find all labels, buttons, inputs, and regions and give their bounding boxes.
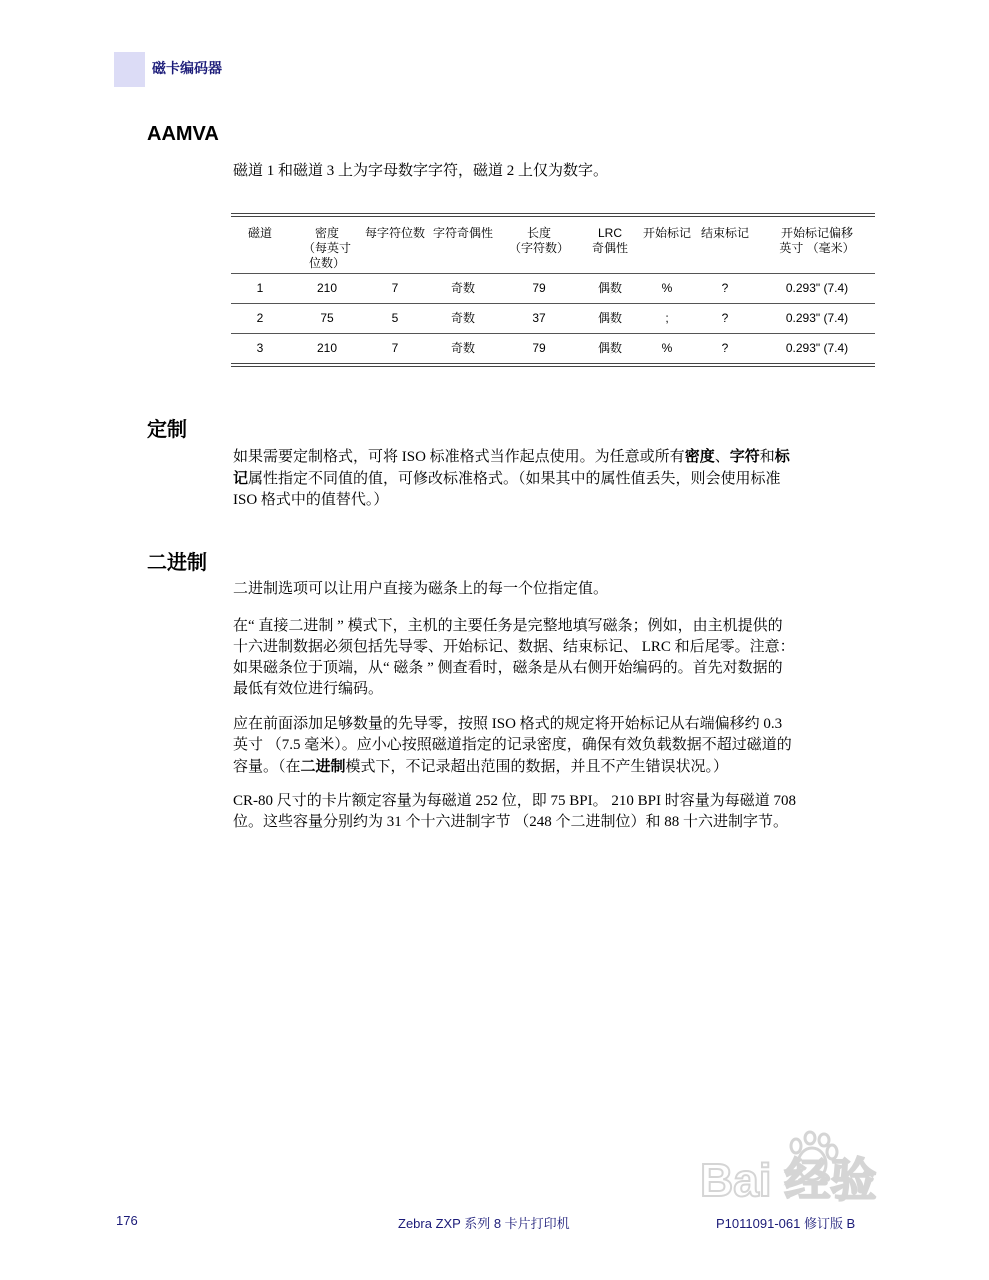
table-cell: 210: [316, 281, 338, 295]
table-cell: ?: [721, 341, 729, 355]
table-cell: 0.293" (7.4): [785, 281, 849, 295]
table-cell: 偶数: [597, 341, 622, 355]
footer-product-name: Zebra ZXP 系列 8 卡片打印机: [398, 1216, 570, 1231]
chapter-title: 磁卡编码器: [152, 60, 222, 76]
header-cell: 磁道: [247, 226, 272, 240]
binary-paragraph-3: 应在前面添加足够数量的先导零，按照 ISO 格式的规定将开始标记从右端偏移约 0.3 英寸 （7.5 毫米）。应小心按照磁道指定的记录密度，确保有效负载数据不超过磁道的 容量。（在二进制模式下，不记录超出范围的数据，并且不产生错误状况。）: [233, 716, 792, 775]
header-cell: 长度 （字符数）: [508, 226, 569, 255]
table-cell: 5: [391, 311, 399, 325]
table-row: [231, 274, 875, 304]
header-cell: 每字符位数: [365, 226, 426, 240]
track-table: [231, 213, 875, 367]
table-cell: %: [661, 281, 673, 295]
table-cell: 偶数: [597, 311, 622, 325]
header-cell: 开始标记: [643, 226, 692, 240]
table-cell: ?: [721, 281, 729, 295]
binary-paragraph-2: 在“ 直接二进制 ” 模式下，主机的主要任务是完整地填写磁条；例如，由主机提供的 十六进制数据必须包括先导零、开始标记、数据、结束标记、 LRC 和后尾零。注意： 如果磁条位于顶端，从“ 磁条 ” 侧查看时，磁条是从右侧开始编码的。首先对数据的 最低有效位进行编码。: [233, 618, 795, 697]
section-heading-aamva: AAMVA: [147, 123, 219, 145]
header-cell: 字符奇偶性: [432, 226, 493, 240]
table-cell: 79: [532, 281, 546, 295]
table-cell: 0.293" (7.4): [785, 311, 849, 325]
binary-paragraph-1: 二进制选项可以让用户直接为磁条上的每一个位指定值。: [233, 581, 609, 597]
table-cell: 0.293" (7.4): [785, 341, 849, 355]
table-cell: 79: [532, 341, 546, 355]
custom-paragraph: 如果需要定制格式，可将 ISO 标准格式当作起点使用。为任意或所有密度、字符和标 记属性指定不同值的值，可修改标准格式。（如果其中的属性值丢失，则会使用标准 ISO 格式中的值替代。）: [233, 448, 790, 508]
table-bottom-rule: [231, 363, 875, 367]
table-cell: ?: [721, 311, 729, 325]
table-cell: %: [661, 341, 673, 355]
table-cell: 37: [532, 311, 546, 325]
section-heading-custom: 定制: [147, 419, 187, 441]
table-cell: 奇数: [450, 281, 475, 295]
header-tab-marker: [114, 52, 145, 87]
table-cell: 奇数: [450, 341, 475, 355]
baidu-watermark-logo: [700, 1130, 940, 1210]
table-header-row: [231, 217, 875, 274]
footer-doc-revision: P1011091-061 修订版 B: [716, 1216, 856, 1231]
table-cell: 奇数: [450, 311, 475, 325]
table-cell: 75: [320, 311, 334, 325]
binary-paragraph-4: CR-80 尺寸的卡片额定容量为每磁道 252 位，即 75 BPI。 210 BPI 时容量为每磁道 708 位。这些容量分别约为 31 个十六进制字节 （248 个二进制位）和 88 十六进制字节。: [233, 793, 796, 830]
aamva-intro: 磁道 1 和磁道 3 上为字母数字字符，磁道 2 上仅为数字。: [233, 163, 609, 179]
table-cell: 7: [391, 281, 399, 295]
footer-page-number: 176: [116, 1213, 138, 1228]
table-cell: 2: [256, 311, 264, 325]
table-cell: 1: [256, 281, 264, 295]
table-cell: ;: [665, 311, 669, 325]
table-cell: 偶数: [597, 281, 622, 295]
section-heading-binary: 二进制: [147, 552, 207, 574]
table-row: [231, 304, 875, 334]
svg-text:Bai 经验: Bai 经验: [700, 1154, 877, 1206]
table-cell: 3: [256, 341, 264, 355]
table-cell: 210: [316, 341, 338, 355]
table-row: [231, 334, 875, 363]
header-cell: 结束标记: [700, 226, 749, 240]
header-cell: 密度 （每英寸 位数）: [302, 226, 351, 270]
header-cell: 开始标记偏移 英寸 （毫米）: [779, 226, 855, 255]
header-cell: LRC 奇偶性: [591, 226, 628, 255]
table-cell: 7: [391, 341, 399, 355]
